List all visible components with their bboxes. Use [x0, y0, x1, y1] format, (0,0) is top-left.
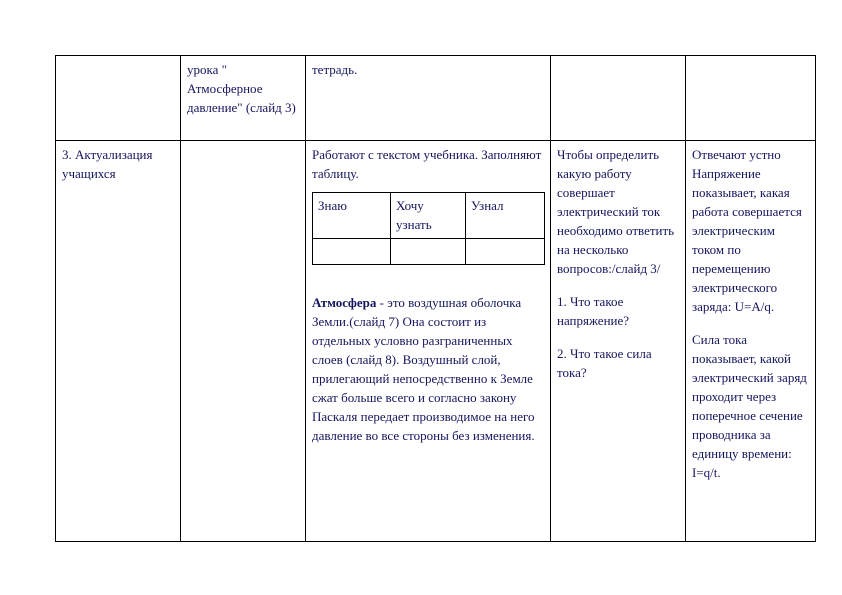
- kwl-header-want: Хочу узнать: [391, 193, 466, 239]
- cell-r1c5-empty: [686, 56, 816, 141]
- table-row-2: [56, 141, 816, 542]
- kwl-header-row: [313, 193, 545, 239]
- lesson-plan-table: [55, 55, 816, 542]
- cell-r1c2-slide-ref: [181, 56, 306, 141]
- cell-r1c4-empty: [551, 56, 686, 141]
- kwl-table: [312, 192, 545, 265]
- kwl-header-learned: Узнал: [466, 193, 545, 239]
- cell-r2c2-empty: [181, 141, 306, 542]
- kwl-empty-learned: [466, 239, 545, 265]
- notebook-text: тетрадь.: [312, 62, 358, 77]
- answer-current: Сила тока показывает, какой электрический заряд проходит через поперечное сечение проводника за единицу времени: I=q/t.: [692, 332, 811, 480]
- cell-r2c1-stage: [56, 141, 181, 542]
- cell-r2c4-questions: [551, 141, 686, 542]
- kwl-empty-row: [313, 239, 545, 265]
- answer-voltage: Напряжение показывает, какая работа совершается электрическим током по перемещению электрического заряда: U=A/q.: [692, 166, 806, 314]
- cell-r1c3-notebook: [306, 56, 551, 141]
- stage-title: 3. Актуализация учащихся: [62, 147, 156, 181]
- question-2: 2. Что такое сила тока?: [557, 346, 655, 380]
- questions-intro: Чтобы определить какую работу совершает электрический ток необходимо ответить на несколько вопросов:/слайд 3/: [557, 147, 678, 276]
- answers-lead: Отвечают устно: [692, 147, 781, 162]
- question-1: 1. Что такое напряжение?: [557, 294, 630, 328]
- cell-r1c1-empty: [56, 56, 181, 141]
- kwl-empty-know: [313, 239, 391, 265]
- atmosphere-term: Атмосфера: [312, 295, 377, 310]
- kwl-empty-want: [391, 239, 466, 265]
- slide-ref-text: урока " Атмосферное давление" (слайд 3): [187, 62, 296, 115]
- cell-r2c5-answers: [686, 141, 816, 542]
- table-row-1: [56, 56, 816, 141]
- activity-intro: Работают с текстом учебника. Заполняют таблицу.: [312, 147, 545, 181]
- atmosphere-paragraph: [312, 293, 544, 445]
- cell-r2c3-activity: [306, 141, 551, 542]
- atmosphere-definition: - это воздушная оболочка Земли.(слайд 7) Она состоит из отдельных условно разграниченных слоев (слайд 8). Воздушный слой, прилегающий непосредственно к Земле сжат больше всего и согласно закону Паскаля передает производимое на него давление во все стороны без изменения.: [312, 295, 535, 443]
- kwl-header-know: Знаю: [313, 193, 391, 239]
